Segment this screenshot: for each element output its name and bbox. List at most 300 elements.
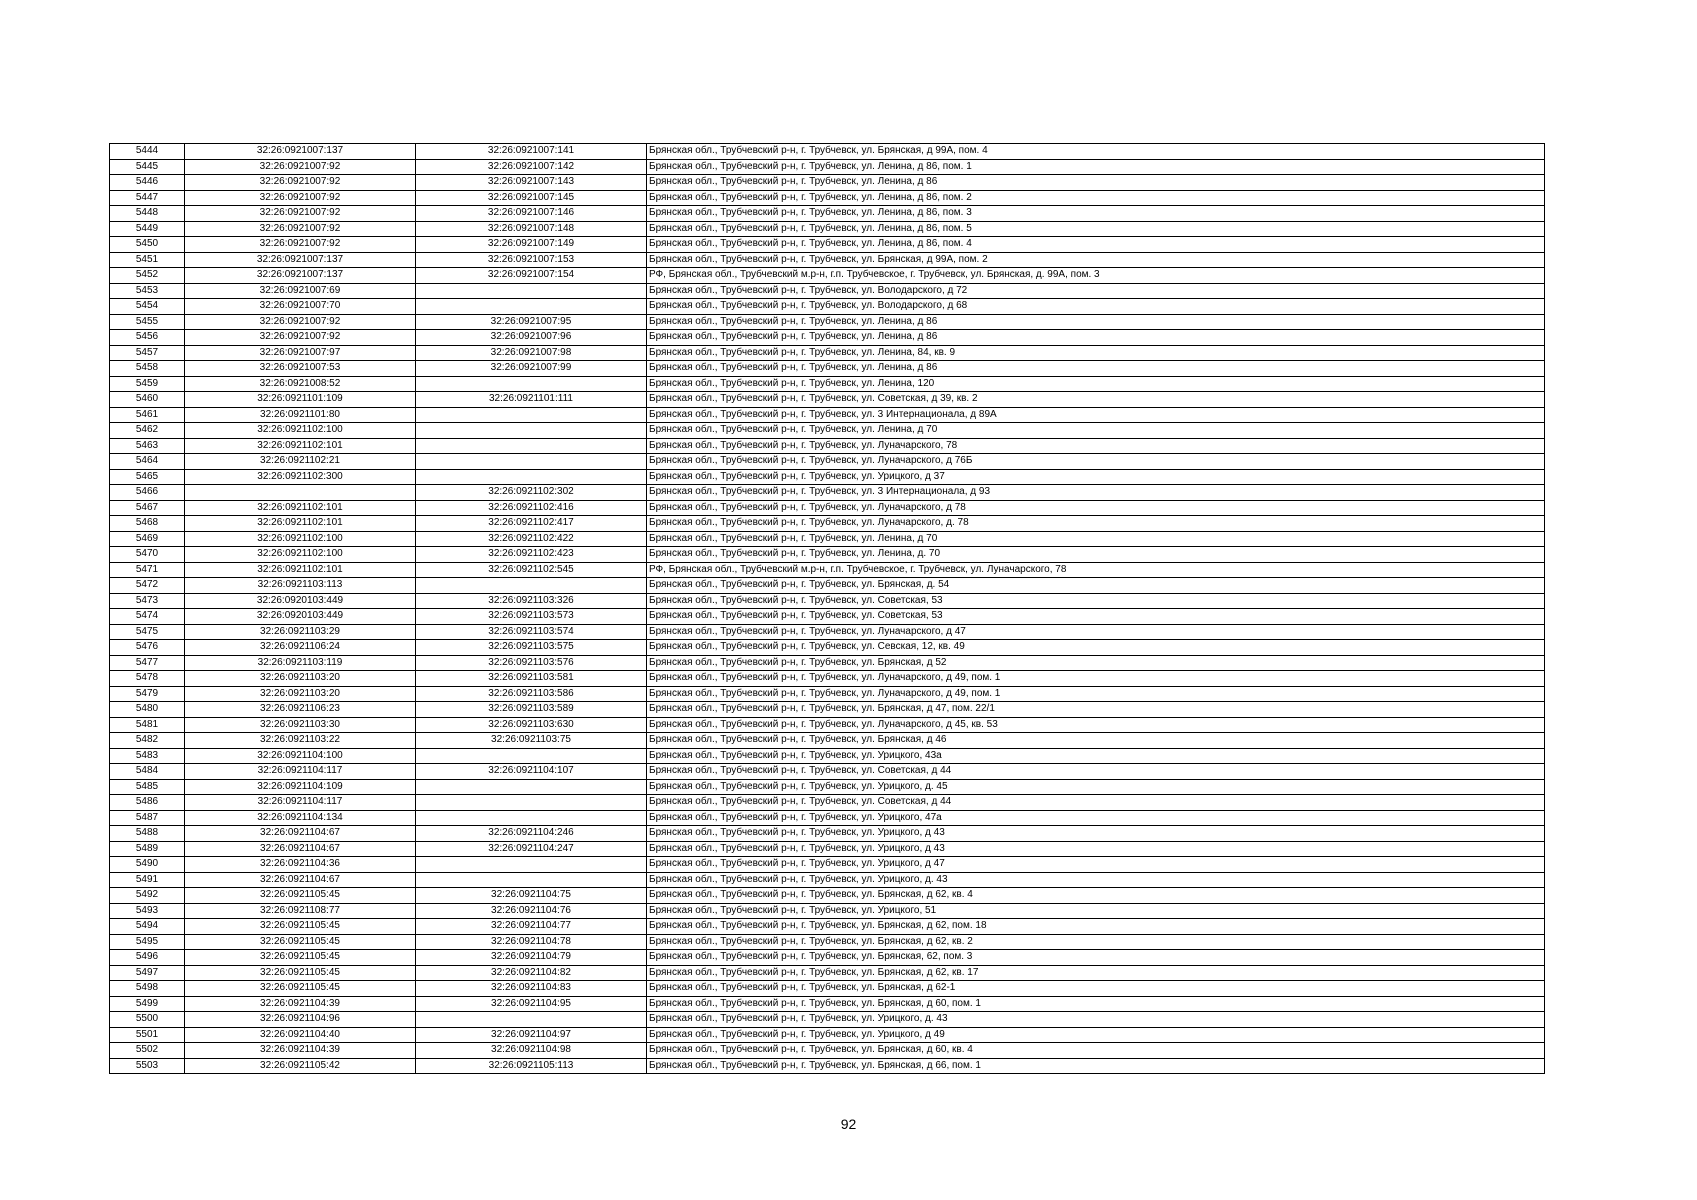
address-cell: Брянская обл., Трубчевский р-н, г. Трубчевск, ул. Брянская, д 62, кв. 17 — [647, 965, 1545, 981]
cadastral-number-cell: 32:26:0921007:92 — [185, 190, 416, 206]
cadastral-number-cell: 32:26:0921102:21 — [185, 454, 416, 470]
table-row — [110, 826, 1545, 842]
address-cell: Брянская обл., Трубчевский р-н, г. Трубчевск, ул. Брянская, д 60, пом. 1 — [647, 996, 1545, 1012]
object-number-cell: 32:26:0921007:96 — [416, 330, 647, 346]
table-row — [110, 268, 1545, 284]
row-number-cell: 5493 — [110, 903, 185, 919]
table-row — [110, 144, 1545, 160]
table-row — [110, 190, 1545, 206]
address-cell: Брянская обл., Трубчевский р-н, г. Трубчевск, ул. Советская, 53 — [647, 609, 1545, 625]
table-row — [110, 562, 1545, 578]
row-number-cell: 5457 — [110, 345, 185, 361]
table-row — [110, 485, 1545, 501]
object-number-cell: 32:26:0921102:423 — [416, 547, 647, 563]
cadastral-number-cell: 32:26:0921104:134 — [185, 810, 416, 826]
table-row — [110, 1043, 1545, 1059]
address-cell: Брянская обл., Трубчевский р-н, г. Трубчевск, ул. Володарского, д 72 — [647, 283, 1545, 299]
address-cell: Брянская обл., Трубчевский р-н, г. Трубчевск, ул. Брянская, д 62-1 — [647, 981, 1545, 997]
cadastral-number-cell: 32:26:0921104:117 — [185, 764, 416, 780]
object-number-cell — [416, 810, 647, 826]
object-number-cell: 32:26:0921102:416 — [416, 500, 647, 516]
row-number-cell: 5481 — [110, 717, 185, 733]
row-number-cell: 5495 — [110, 934, 185, 950]
address-cell: Брянская обл., Трубчевский р-н, г. Трубчевск, ул. Брянская, д. 54 — [647, 578, 1545, 594]
object-number-cell: 32:26:0921103:576 — [416, 655, 647, 671]
cadastral-number-cell: 32:26:0921007:53 — [185, 361, 416, 377]
address-cell: Брянская обл., Трубчевский р-н, г. Трубчевск, ул. Урицкого, 43а — [647, 748, 1545, 764]
object-number-cell: 32:26:0921007:145 — [416, 190, 647, 206]
address-cell: Брянская обл., Трубчевский р-н, г. Трубчевск, ул. Брянская, д 47, пом. 22/1 — [647, 702, 1545, 718]
cadastral-number-cell: 32:26:0921105:45 — [185, 888, 416, 904]
object-number-cell: 32:26:0921102:302 — [416, 485, 647, 501]
object-number-cell: 32:26:0921102:422 — [416, 531, 647, 547]
table-row — [110, 717, 1545, 733]
cadastral-number-cell: 32:26:0921007:92 — [185, 314, 416, 330]
address-cell: Брянская обл., Трубчевский р-н, г. Трубчевск, ул. Луначарского, 78 — [647, 438, 1545, 454]
row-number-cell: 5458 — [110, 361, 185, 377]
table-row — [110, 981, 1545, 997]
cadastral-number-cell: 32:26:0921105:42 — [185, 1058, 416, 1074]
cadastral-number-cell: 32:26:0921105:45 — [185, 965, 416, 981]
address-cell: Брянская обл., Трубчевский р-н, г. Трубчевск, ул. Ленина, д 86, пом. 4 — [647, 237, 1545, 253]
table-row — [110, 919, 1545, 935]
page-number: 92 — [840, 1116, 857, 1132]
table-row — [110, 671, 1545, 687]
cadastral-number-cell: 32:26:0921108:77 — [185, 903, 416, 919]
address-cell: Брянская обл., Трубчевский р-н, г. Трубчевск, ул. Ленина, д 86 — [647, 361, 1545, 377]
cadastral-number-cell: 32:26:0921105:45 — [185, 919, 416, 935]
row-number-cell: 5500 — [110, 1012, 185, 1028]
table-row — [110, 996, 1545, 1012]
table-row — [110, 609, 1545, 625]
table-row — [110, 888, 1545, 904]
cadastral-number-cell: 32:26:0920103:449 — [185, 609, 416, 625]
cadastral-number-cell: 32:26:0921102:100 — [185, 531, 416, 547]
table-row — [110, 423, 1545, 439]
cadastral-number-cell: 32:26:0921007:97 — [185, 345, 416, 361]
row-number-cell: 5447 — [110, 190, 185, 206]
cadastral-number-cell: 32:26:0921104:109 — [185, 779, 416, 795]
table-row — [110, 547, 1545, 563]
row-number-cell: 5455 — [110, 314, 185, 330]
object-number-cell: 32:26:0921007:149 — [416, 237, 647, 253]
object-number-cell: 32:26:0921103:589 — [416, 702, 647, 718]
row-number-cell: 5467 — [110, 500, 185, 516]
row-number-cell: 5459 — [110, 376, 185, 392]
row-number-cell: 5475 — [110, 624, 185, 640]
cadastral-number-cell: 32:26:0921102:300 — [185, 469, 416, 485]
object-number-cell: 32:26:0921007:148 — [416, 221, 647, 237]
cadastral-number-cell: 32:26:0921102:100 — [185, 547, 416, 563]
address-cell: Брянская обл., Трубчевский р-н, г. Трубчевск, ул. Ленина, д 86, пом. 5 — [647, 221, 1545, 237]
row-number-cell: 5497 — [110, 965, 185, 981]
cadastral-number-cell: 32:26:0921104:39 — [185, 1043, 416, 1059]
address-cell: Брянская обл., Трубчевский р-н, г. Трубчевск, ул. Ленина, 84, кв. 9 — [647, 345, 1545, 361]
table-row — [110, 640, 1545, 656]
address-cell: Брянская обл., Трубчевский р-н, г. Трубчевск, ул. Советская, д 44 — [647, 764, 1545, 780]
object-number-cell: 32:26:0921104:83 — [416, 981, 647, 997]
object-number-cell: 32:26:0921104:79 — [416, 950, 647, 966]
table-body — [110, 144, 1545, 1074]
object-number-cell — [416, 1012, 647, 1028]
row-number-cell: 5462 — [110, 423, 185, 439]
table-row — [110, 624, 1545, 640]
cadastral-register-table — [109, 143, 1545, 1074]
address-cell: Брянская обл., Трубчевский р-н, г. Трубчевск, ул. Урицкого, 47а — [647, 810, 1545, 826]
row-number-cell: 5499 — [110, 996, 185, 1012]
object-number-cell: 32:26:0921104:246 — [416, 826, 647, 842]
table-row — [110, 841, 1545, 857]
table-row — [110, 175, 1545, 191]
address-cell: Брянская обл., Трубчевский р-н, г. Трубчевск, ул. Луначарского, д. 78 — [647, 516, 1545, 532]
row-number-cell: 5445 — [110, 159, 185, 175]
cadastral-number-cell: 32:26:0920103:449 — [185, 593, 416, 609]
table-row — [110, 1058, 1545, 1074]
address-cell: Брянская обл., Трубчевский р-н, г. Трубчевск, ул. Урицкого, д 37 — [647, 469, 1545, 485]
table-row — [110, 903, 1545, 919]
table-row — [110, 1012, 1545, 1028]
address-cell: Брянская обл., Трубчевский р-н, г. Трубчевск, ул. Брянская, д 62, кв. 4 — [647, 888, 1545, 904]
cadastral-number-cell: 32:26:0921105:45 — [185, 981, 416, 997]
row-number-cell: 5501 — [110, 1027, 185, 1043]
address-cell: Брянская обл., Трубчевский р-н, г. Трубчевск, ул. Ленина, 120 — [647, 376, 1545, 392]
row-number-cell: 5496 — [110, 950, 185, 966]
table-row — [110, 361, 1545, 377]
cadastral-number-cell: 32:26:0921103:119 — [185, 655, 416, 671]
object-number-cell — [416, 423, 647, 439]
row-number-cell: 5483 — [110, 748, 185, 764]
row-number-cell: 5489 — [110, 841, 185, 857]
table-row — [110, 748, 1545, 764]
address-cell: Брянская обл., Трубчевский р-н, г. Трубчевск, ул. Брянская, д 46 — [647, 733, 1545, 749]
cadastral-number-cell: 32:26:0921104:40 — [185, 1027, 416, 1043]
row-number-cell: 5453 — [110, 283, 185, 299]
object-number-cell: 32:26:0921103:575 — [416, 640, 647, 656]
object-number-cell: 32:26:0921007:95 — [416, 314, 647, 330]
row-number-cell: 5468 — [110, 516, 185, 532]
row-number-cell: 5476 — [110, 640, 185, 656]
table-row — [110, 531, 1545, 547]
table-row — [110, 438, 1545, 454]
row-number-cell: 5490 — [110, 857, 185, 873]
row-number-cell: 5479 — [110, 686, 185, 702]
cadastral-number-cell: 32:26:0921007:92 — [185, 237, 416, 253]
cadastral-number-cell: 32:26:0921101:80 — [185, 407, 416, 423]
table-row — [110, 299, 1545, 315]
row-number-cell: 5456 — [110, 330, 185, 346]
object-number-cell — [416, 469, 647, 485]
row-number-cell: 5449 — [110, 221, 185, 237]
cadastral-number-cell: 32:26:0921103:20 — [185, 686, 416, 702]
cadastral-number-cell: 32:26:0921007:137 — [185, 252, 416, 268]
cadastral-number-cell: 32:26:0921106:23 — [185, 702, 416, 718]
cadastral-number-cell: 32:26:0921104:39 — [185, 996, 416, 1012]
address-cell: Брянская обл., Трубчевский р-н, г. Трубчевск, ул. Брянская, д 99А, пом. 2 — [647, 252, 1545, 268]
object-number-cell: 32:26:0921104:98 — [416, 1043, 647, 1059]
object-number-cell: 32:26:0921103:326 — [416, 593, 647, 609]
cadastral-number-cell: 32:26:0921104:67 — [185, 841, 416, 857]
address-cell: Брянская обл., Трубчевский р-н, г. Трубчевск, ул. Луначарского, д 76Б — [647, 454, 1545, 470]
cadastral-number-cell: 32:26:0921103:20 — [185, 671, 416, 687]
address-cell: Брянская обл., Трубчевский р-н, г. Трубчевск, ул. Урицкого, д. 43 — [647, 1012, 1545, 1028]
row-number-cell: 5469 — [110, 531, 185, 547]
address-cell: Брянская обл., Трубчевский р-н, г. Трубчевск, ул. Ленина, д 86, пом. 2 — [647, 190, 1545, 206]
cadastral-number-cell: 32:26:0921007:137 — [185, 144, 416, 160]
object-number-cell: 32:26:0921103:630 — [416, 717, 647, 733]
table-row — [110, 1027, 1545, 1043]
address-cell: Брянская обл., Трубчевский р-н, г. Трубчевск, ул. Ленина, д 86, пом. 1 — [647, 159, 1545, 175]
object-number-cell: 32:26:0921104:95 — [416, 996, 647, 1012]
address-cell: Брянская обл., Трубчевский р-н, г. Трубчевск, ул. Ленина, д 86 — [647, 330, 1545, 346]
table-row — [110, 857, 1545, 873]
table-row — [110, 221, 1545, 237]
table-row — [110, 206, 1545, 222]
table-row — [110, 578, 1545, 594]
object-number-cell — [416, 748, 647, 764]
object-number-cell: 32:26:0921104:78 — [416, 934, 647, 950]
cadastral-number-cell: 32:26:0921104:117 — [185, 795, 416, 811]
table-row — [110, 345, 1545, 361]
object-number-cell: 32:26:0921007:143 — [416, 175, 647, 191]
row-number-cell: 5484 — [110, 764, 185, 780]
object-number-cell: 32:26:0921104:77 — [416, 919, 647, 935]
cadastral-number-cell: 32:26:0921102:101 — [185, 516, 416, 532]
cadastral-number-cell: 32:26:0921104:36 — [185, 857, 416, 873]
object-number-cell — [416, 376, 647, 392]
address-cell: Брянская обл., Трубчевский р-н, г. Трубчевск, ул. Урицкого, д 49 — [647, 1027, 1545, 1043]
table-row — [110, 237, 1545, 253]
address-cell: Брянская обл., Трубчевский р-н, г. Трубчевск, ул. Луначарского, д 49, пом. 1 — [647, 686, 1545, 702]
row-number-cell: 5446 — [110, 175, 185, 191]
address-cell: Брянская обл., Трубчевский р-н, г. Трубчевск, ул. Урицкого, д. 45 — [647, 779, 1545, 795]
table-row — [110, 795, 1545, 811]
row-number-cell: 5464 — [110, 454, 185, 470]
row-number-cell: 5473 — [110, 593, 185, 609]
object-number-cell — [416, 857, 647, 873]
table-row — [110, 965, 1545, 981]
object-number-cell: 32:26:0921007:146 — [416, 206, 647, 222]
table-row — [110, 779, 1545, 795]
table-row — [110, 500, 1545, 516]
cadastral-number-cell: 32:26:0921104:100 — [185, 748, 416, 764]
object-number-cell — [416, 795, 647, 811]
row-number-cell: 5463 — [110, 438, 185, 454]
table-row — [110, 407, 1545, 423]
cadastral-number-cell: 32:26:0921007:70 — [185, 299, 416, 315]
object-number-cell: 32:26:0921102:545 — [416, 562, 647, 578]
row-number-cell: 5486 — [110, 795, 185, 811]
object-number-cell: 32:26:0921104:75 — [416, 888, 647, 904]
address-cell: Брянская обл., Трубчевский р-н, г. Трубчевск, ул. Ленина, д 70 — [647, 423, 1545, 439]
cadastral-number-cell: 32:26:0921007:92 — [185, 206, 416, 222]
cadastral-number-cell: 32:26:0921102:100 — [185, 423, 416, 439]
row-number-cell: 5487 — [110, 810, 185, 826]
cadastral-number-cell: 32:26:0921101:109 — [185, 392, 416, 408]
cadastral-number-cell: 32:26:0921007:137 — [185, 268, 416, 284]
row-number-cell: 5444 — [110, 144, 185, 160]
row-number-cell: 5452 — [110, 268, 185, 284]
address-cell: Брянская обл., Трубчевский р-н, г. Трубчевск, ул. Ленина, д. 70 — [647, 547, 1545, 563]
object-number-cell: 32:26:0921103:75 — [416, 733, 647, 749]
address-cell: РФ, Брянская обл., Трубчевский м.р-н, г.п. Трубчевское, г. Трубчевск, ул. Луначарского, 78 — [647, 562, 1545, 578]
row-number-cell: 5503 — [110, 1058, 185, 1074]
cadastral-number-cell: 32:26:0921105:45 — [185, 950, 416, 966]
row-number-cell: 5450 — [110, 237, 185, 253]
object-number-cell: 32:26:0921007:98 — [416, 345, 647, 361]
table-row — [110, 593, 1545, 609]
object-number-cell: 32:26:0921007:153 — [416, 252, 647, 268]
object-number-cell: 32:26:0921007:141 — [416, 144, 647, 160]
address-cell: Брянская обл., Трубчевский р-н, г. Трубчевск, ул. 3 Интернационала, д 93 — [647, 485, 1545, 501]
cadastral-number-cell: 32:26:0921104:67 — [185, 826, 416, 842]
table-row — [110, 159, 1545, 175]
table-row — [110, 686, 1545, 702]
row-number-cell: 5472 — [110, 578, 185, 594]
address-cell: Брянская обл., Трубчевский р-н, г. Трубчевск, ул. Володарского, д 68 — [647, 299, 1545, 315]
cadastral-number-cell: 32:26:0921103:30 — [185, 717, 416, 733]
row-number-cell: 5460 — [110, 392, 185, 408]
cadastral-number-cell — [185, 485, 416, 501]
table-row — [110, 702, 1545, 718]
row-number-cell: 5451 — [110, 252, 185, 268]
cadastral-number-cell: 32:26:0921103:22 — [185, 733, 416, 749]
row-number-cell: 5485 — [110, 779, 185, 795]
address-cell: Брянская обл., Трубчевский р-н, г. Трубчевск, ул. Советская, д 44 — [647, 795, 1545, 811]
object-number-cell — [416, 872, 647, 888]
object-number-cell: 32:26:0921007:154 — [416, 268, 647, 284]
object-number-cell: 32:26:0921101:111 — [416, 392, 647, 408]
cadastral-number-cell: 32:26:0921007:92 — [185, 175, 416, 191]
cadastral-number-cell: 32:26:0921008:52 — [185, 376, 416, 392]
address-cell: Брянская обл., Трубчевский р-н, г. Трубчевск, ул. Советская, 53 — [647, 593, 1545, 609]
object-number-cell — [416, 283, 647, 299]
row-number-cell: 5482 — [110, 733, 185, 749]
table-row — [110, 872, 1545, 888]
address-cell: Брянская обл., Трубчевский р-н, г. Трубчевск, ул. Луначарского, д 45, кв. 53 — [647, 717, 1545, 733]
table-row — [110, 810, 1545, 826]
row-number-cell: 5492 — [110, 888, 185, 904]
address-cell: Брянская обл., Трубчевский р-н, г. Трубчевск, ул. Брянская, д 62, пом. 18 — [647, 919, 1545, 935]
address-cell: РФ, Брянская обл., Трубчевский м.р-н, г.п. Трубчевское, г. Трубчевск, ул. Брянская, д. 99А, пом. 3 — [647, 268, 1545, 284]
address-cell: Брянская обл., Трубчевский р-н, г. Трубчевск, ул. Луначарского, д 49, пом. 1 — [647, 671, 1545, 687]
object-number-cell — [416, 407, 647, 423]
cadastral-number-cell: 32:26:0921007:92 — [185, 330, 416, 346]
row-number-cell: 5480 — [110, 702, 185, 718]
object-number-cell: 32:26:0921103:574 — [416, 624, 647, 640]
row-number-cell: 5477 — [110, 655, 185, 671]
cadastral-number-cell: 32:26:0921103:29 — [185, 624, 416, 640]
object-number-cell: 32:26:0921104:107 — [416, 764, 647, 780]
address-cell: Брянская обл., Трубчевский р-н, г. Трубчевск, ул. Урицкого, д 47 — [647, 857, 1545, 873]
address-cell: Брянская обл., Трубчевский р-н, г. Трубчевск, ул. Ленина, д 86 — [647, 175, 1545, 191]
row-number-cell: 5465 — [110, 469, 185, 485]
row-number-cell: 5494 — [110, 919, 185, 935]
address-cell: Брянская обл., Трубчевский р-н, г. Трубчевск, ул. Урицкого, 51 — [647, 903, 1545, 919]
row-number-cell: 5466 — [110, 485, 185, 501]
cadastral-number-cell: 32:26:0921104:96 — [185, 1012, 416, 1028]
row-number-cell: 5454 — [110, 299, 185, 315]
object-number-cell: 32:26:0921104:76 — [416, 903, 647, 919]
row-number-cell: 5502 — [110, 1043, 185, 1059]
row-number-cell: 5478 — [110, 671, 185, 687]
table-row — [110, 764, 1545, 780]
address-cell: Брянская обл., Трубчевский р-н, г. Трубчевск, ул. Урицкого, д 43 — [647, 841, 1545, 857]
address-cell: Брянская обл., Трубчевский р-н, г. Трубчевск, ул. Брянская, д 66, пом. 1 — [647, 1058, 1545, 1074]
cadastral-number-cell: 32:26:0921105:45 — [185, 934, 416, 950]
address-cell: Брянская обл., Трубчевский р-н, г. Трубчевск, ул. Севская, 12, кв. 49 — [647, 640, 1545, 656]
address-cell: Брянская обл., Трубчевский р-н, г. Трубчевск, ул. Брянская, д 60, кв. 4 — [647, 1043, 1545, 1059]
cadastral-number-cell: 32:26:0921102:101 — [185, 438, 416, 454]
address-cell: Брянская обл., Трубчевский р-н, г. Трубчевск, ул. Брянская, 62, пом. 3 — [647, 950, 1545, 966]
address-cell: Брянская обл., Трубчевский р-н, г. Трубчевск, ул. Брянская, д 52 — [647, 655, 1545, 671]
cadastral-number-cell: 32:26:0921106:24 — [185, 640, 416, 656]
row-number-cell: 5474 — [110, 609, 185, 625]
object-number-cell — [416, 299, 647, 315]
table-row — [110, 330, 1545, 346]
cadastral-number-cell: 32:26:0921104:67 — [185, 872, 416, 888]
table-row — [110, 934, 1545, 950]
table-row — [110, 950, 1545, 966]
table-row — [110, 376, 1545, 392]
address-cell: Брянская обл., Трубчевский р-н, г. Трубчевск, ул. Урицкого, д 43 — [647, 826, 1545, 842]
table-row — [110, 655, 1545, 671]
object-number-cell: 32:26:0921007:99 — [416, 361, 647, 377]
cadastral-number-cell: 32:26:0921102:101 — [185, 562, 416, 578]
object-number-cell: 32:26:0921104:97 — [416, 1027, 647, 1043]
object-number-cell — [416, 438, 647, 454]
row-number-cell: 5498 — [110, 981, 185, 997]
table-row — [110, 392, 1545, 408]
table-row — [110, 252, 1545, 268]
address-cell: Брянская обл., Трубчевский р-н, г. Трубчевск, ул. Брянская, д 62, кв. 2 — [647, 934, 1545, 950]
object-number-cell: 32:26:0921103:586 — [416, 686, 647, 702]
object-number-cell: 32:26:0921104:82 — [416, 965, 647, 981]
object-number-cell: 32:26:0921102:417 — [416, 516, 647, 532]
address-cell: Брянская обл., Трубчевский р-н, г. Трубчевск, ул. Ленина, д 70 — [647, 531, 1545, 547]
address-cell: Брянская обл., Трубчевский р-н, г. Трубчевск, ул. Ленина, д 86 — [647, 314, 1545, 330]
table-row — [110, 283, 1545, 299]
table-row — [110, 469, 1545, 485]
object-number-cell: 32:26:0921105:113 — [416, 1058, 647, 1074]
address-cell: Брянская обл., Трубчевский р-н, г. Трубчевск, ул. Луначарского, д 47 — [647, 624, 1545, 640]
cadastral-number-cell: 32:26:0921007:92 — [185, 159, 416, 175]
object-number-cell — [416, 454, 647, 470]
row-number-cell: 5491 — [110, 872, 185, 888]
object-number-cell: 32:26:0921007:142 — [416, 159, 647, 175]
cadastral-number-cell: 32:26:0921103:113 — [185, 578, 416, 594]
object-number-cell: 32:26:0921103:573 — [416, 609, 647, 625]
address-cell: Брянская обл., Трубчевский р-н, г. Трубчевск, ул. Брянская, д 99А, пом. 4 — [647, 144, 1545, 160]
cadastral-number-cell: 32:26:0921102:101 — [185, 500, 416, 516]
address-cell: Брянская обл., Трубчевский р-н, г. Трубчевск, ул. Урицкого, д. 43 — [647, 872, 1545, 888]
object-number-cell — [416, 578, 647, 594]
row-number-cell: 5461 — [110, 407, 185, 423]
row-number-cell: 5470 — [110, 547, 185, 563]
table-row — [110, 733, 1545, 749]
cadastral-number-cell: 32:26:0921007:92 — [185, 221, 416, 237]
row-number-cell: 5448 — [110, 206, 185, 222]
address-cell: Брянская обл., Трубчевский р-н, г. Трубчевск, ул. Луначарского, д 78 — [647, 500, 1545, 516]
cadastral-number-cell: 32:26:0921007:69 — [185, 283, 416, 299]
address-cell: Брянская обл., Трубчевский р-н, г. Трубчевск, ул. Ленина, д 86, пом. 3 — [647, 206, 1545, 222]
object-number-cell: 32:26:0921103:581 — [416, 671, 647, 687]
object-number-cell — [416, 779, 647, 795]
table-row — [110, 516, 1545, 532]
row-number-cell: 5488 — [110, 826, 185, 842]
object-number-cell: 32:26:0921104:247 — [416, 841, 647, 857]
address-cell: Брянская обл., Трубчевский р-н, г. Трубчевск, ул. Советская, д 39, кв. 2 — [647, 392, 1545, 408]
row-number-cell: 5471 — [110, 562, 185, 578]
